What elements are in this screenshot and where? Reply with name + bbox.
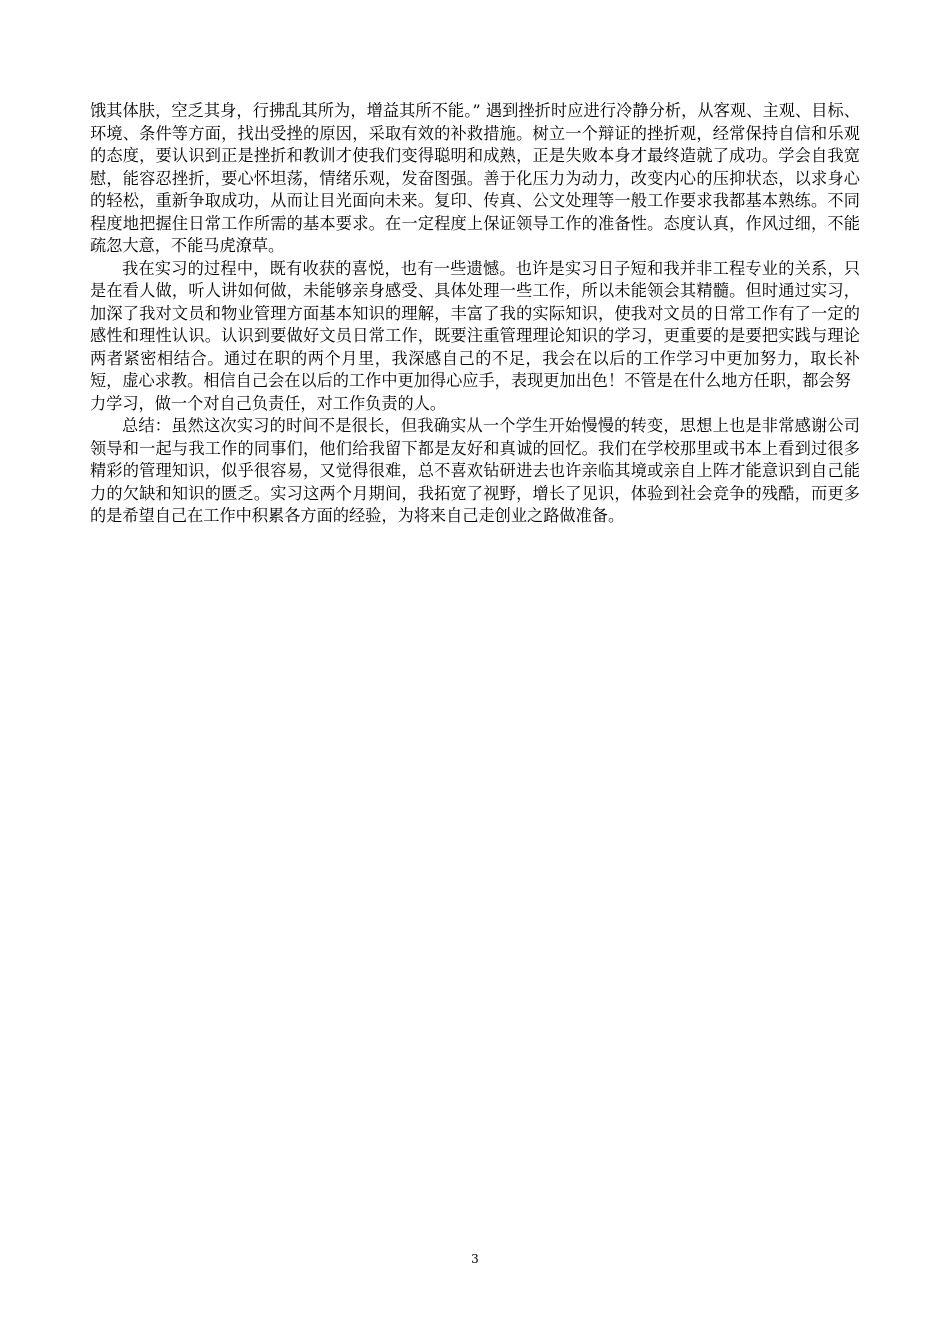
paragraph-continuation: 饿其体肤，空乏其身，行拂乱其所为，增益其所不能。” 遇到挫折时应进行冷静分析，从客观、主观、目标、环境、条件等方面，找出受挫的原因，采取有效的补救措施。树立一个辩证的挫折观，经常保持自信和乐观的态度，要认识到正是挫折和教训才使我们变得聪明和成熟，正是失败本身才最终造就了成功。学会自我宽慰，能容忍挫折，要心怀坦荡，情绪乐观，发奋图强。善于化压力为动力，改变内心的压抑状态，以求身心的轻松，重新争取成功，从而让目光面向未来。复印、传真、公文处理等一般工作要求我都基本熟练。不同程度地把握住日常工作所需的基本要求。在一定程度上保证领导工作的准备性。态度认真，作风过细，不能疏忽大意，不能马虎潦草。 <box>90 101 860 255</box>
paragraph-internship-reflection <box>90 258 860 416</box>
paragraph-text-wrap: 力学习，做一个对自己负责任，对工作负责的人。 <box>90 393 447 413</box>
page-number: 3 <box>471 1252 479 1266</box>
paragraph-text: 我在实习的过程中，既有收获的喜悦，也有一些遗憾。也许是实习日子短和我并非工程专业的关系，只是在看人做，听人讲如何做，未能够亲身感受、具体处理一些工作，所以未能领会其精髓。但时通过实习，加深了我对文员和物业管理方面基本知识的理解，丰富了我的实际知识，使我对文员的日常工作有了一定的感性和理性认识。认识到要做好文员日常工作，既要注重管理理论知识的学习，更重要的是要把实践与理论两者紧密相结合。通过在职的两个月里，我深感自己的不足，我会在以后的工作学习中更加努力，取长补短，虚心求教。相信自己会在以后的工作中更加得心应手，表现更加出色！不管是在什么地方任职，都会努 <box>90 258 860 390</box>
paragraph-summary: 总结：虽然这次实习的时间不是很长，但我确实从一个学生开始慢慢的转变，思想上也是非常感谢公司领导和一起与我工作的同事们，他们给我留下都是友好和真诚的回忆。我们在学校那里或书本上看到过很多精彩的管理知识，似乎很容易，又觉得很难，总不喜欢钻研进去也许亲临其境或亲自上阵才能意识到自己能力的欠缺和知识的匮乏。实习这两个月期间，我拓宽了视野，增长了见识，体验到社会竞争的残酷，而更多的是希望自己在工作中积累各方面的经验，为将来自己走创业之路做准备。 <box>90 416 860 525</box>
document-body <box>90 100 860 528</box>
